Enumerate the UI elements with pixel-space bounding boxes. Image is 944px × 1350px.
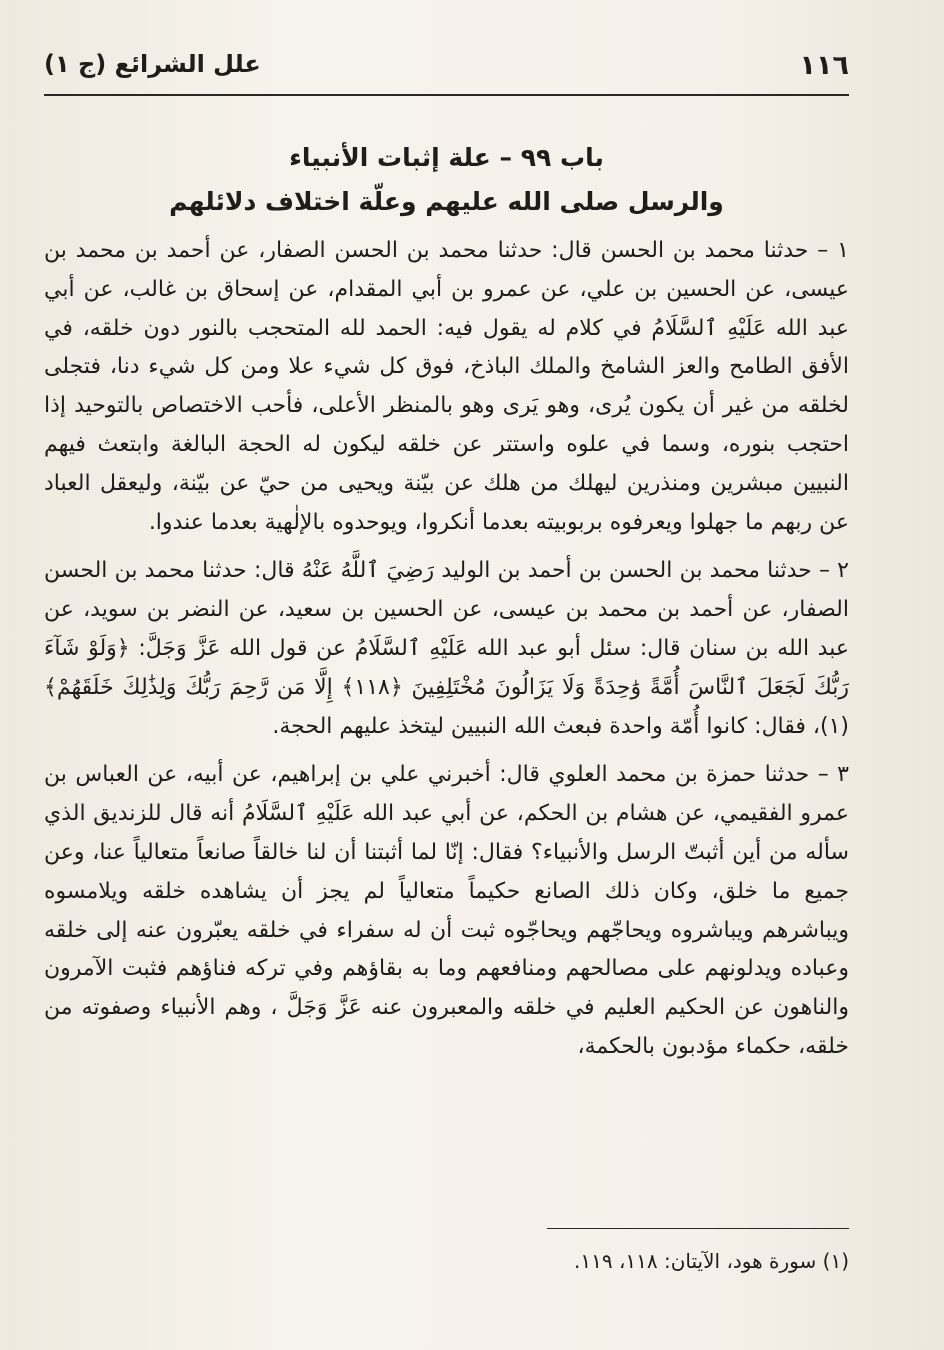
chapter-title-line-1: باب ٩٩ – علة إثبات الأنبياء xyxy=(289,143,604,172)
hadith-paragraph-3: ٣ – حدثنا حمزة بن محمد العلوي قال: أخبرني علي بن إبراهيم، عن أبيه، عن العباس بن عمرو الفقيمي، عن هشام بن الحكم، عن أبي عبد الله عَلَيْهِ ٱلسَّلَامُ أنه قال للزنديق الذي سأله من أين أثبتّ الرسل والأنبياء؟ فقال: إنّا لما أثبتنا أن لنا خالقاً صانعاً متعالياً عنا، وعن جميع ما خلق، وكان ذلك الصانع حكيماً متعالياً لم يجز أن يشاهده خلقه ويلامسوه ويباشرهم ويباشروه ويحاجّهم ويحاجّوه ثبت أن له سفراء في خلقه يعبّرون عنه إلى خلقه وعباده ويدلونهم على مصالحهم ومنافعهم وما به بقاؤهم وفي تركه فناؤهم فثبت الآمرون والناهون عن الحكيم العليم في خلقه والمعبرون عنه عَزَّ وَجَلَّ ، وهم الأنبياء وصفوته من خلقه، حكماء مؤدبون بالحكمة، xyxy=(44,762,849,1059)
page-number: ١١٦ xyxy=(799,50,849,81)
hadith-paragraph-2: ٢ – حدثنا محمد بن الحسن بن أحمد بن الوليد رَضِيَ ٱللَّهُ عَنْهُ قال: حدثنا محمد بن الحسن الصفار، عن أحمد بن محمد بن عيسى، عن الحسين بن سعيد، عن النضر بن سويد، عن عبد الله بن سنان قال: سئل أبو عبد الله عَلَيْهِ ٱلسَّلَامُ عن قول الله عَزَّ وَجَلَّ: ﴿وَلَوْ شَآءَ رَبُّكَ لَجَعَلَ ٱلنَّاسَ أُمَّةً وَٰحِدَةً وَلَا يَزَالُونَ مُخْتَلِفِينَ ﴿١١٨﴾ إِلَّا مَن رَّحِمَ رَبُّكَ وَلِذَٰلِكَ خَلَقَهُمْ﴾(١)، فقال: كانوا أُمّة واحدة فبعث الله النبيين ليتخذ عليهم الحجة. xyxy=(44,558,849,739)
page-content xyxy=(44,136,849,1077)
page-header xyxy=(44,42,849,96)
hadith-paragraph-1: ١ – حدثنا محمد بن الحسن قال: حدثنا محمد بن الحسن الصفار، عن أحمد بن محمد بن عيسى، عن الحسين بن علي، عن عمرو بن أبي المقدام، عن إسحاق بن غالب، عن أبي عبد الله عَلَيْهِ ٱلسَّلَامُ في كلام له يقول فيه: الحمد لله المتحجب بالنور دون خلقه، في الأفق الطامح والعز الشامخ والملك الباذخ، فوق كل شيء علا ومن كل شيء دنا، فتجلى لخلقه من غير أن يكون يُرى، وهو يَرى وهو بالمنظر الأعلى، فأحب الاختصاص بالتوحيد إذا احتجب بنوره، وسما في علوه واستتر عن خلقه ليكون له الحجة البالغة وابتعث فيهم النبيين مبشرين ومنذرين ليهلك من هلك عن بيّنة ويحيى من حيّ عن بيّنة، وليعقل العباد عن ربهم ما جهلوا ويعرفوه بربوبيته بعدما أنكروا، ويوحدوه بالإلٰهية بعدما عندوا. xyxy=(44,238,849,535)
footnote-1: (١) سورة هود، الآيتان: ١١٨، ١١٩. xyxy=(574,1249,849,1273)
body-text xyxy=(44,232,849,1067)
chapter-title xyxy=(44,136,849,224)
footnote-divider xyxy=(547,1228,849,1229)
chapter-title-line-2: والرسل صلى الله عليهم وعلّة اختلاف دلائلهم xyxy=(169,187,724,216)
footnotes xyxy=(44,1228,849,1275)
running-title: علل الشرائع (ج ١) xyxy=(44,50,261,78)
